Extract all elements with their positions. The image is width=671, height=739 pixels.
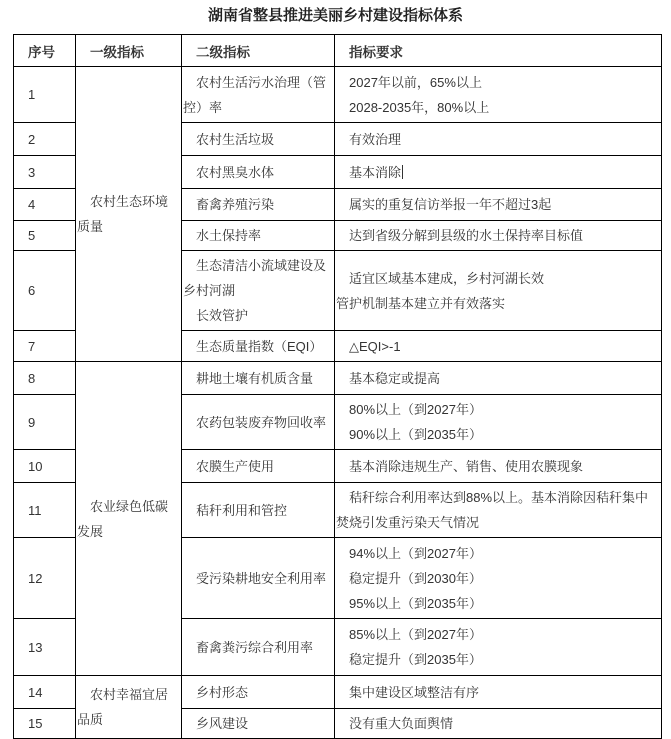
indicator-cell: 生态质量指数（EQI） [182, 331, 335, 362]
requirement-line: 适宜区域基本建成，乡村河湖长效 [349, 270, 545, 286]
indicator-cell: 耕地土壤有机质含量 [182, 362, 335, 395]
requirement-cell [335, 331, 662, 362]
serial-cell: 8 [14, 362, 76, 395]
indicator-table [13, 34, 662, 739]
indicator-cell: 水土保持率 [182, 221, 335, 251]
requirement-cell [335, 395, 662, 450]
requirement-cell [335, 189, 662, 221]
indicator-cell: 农药包装废弃物回收率 [182, 395, 335, 450]
serial-cell: 10 [14, 450, 76, 483]
serial-cell: 15 [14, 709, 76, 739]
indicator-cell: 农村黑臭水体 [182, 156, 335, 189]
requirement-line: 基本稳定或提高 [349, 370, 441, 386]
serial-cell: 9 [14, 395, 76, 450]
serial-cell: 11 [14, 483, 76, 538]
group-cell-green-lowcarbon-agriculture: 农业绿色低碳发展 [76, 362, 182, 676]
indicator-cell: 乡村形态 [182, 676, 335, 709]
requirement-cell [335, 483, 662, 538]
requirement-cell [335, 676, 662, 709]
requirement-line: 有效治理 [349, 131, 402, 147]
requirement-line: 达到省级分解到县级的水土保持率目标值 [349, 228, 584, 243]
indicator-cell: 受污染耕地安全利用率 [182, 538, 335, 619]
requirement-cell [335, 156, 662, 189]
indicator-cell: 乡风建设 [182, 709, 335, 739]
serial-cell: 1 [14, 67, 76, 123]
col-header-serial: 序号 [14, 35, 76, 67]
requirement-line: 80%以上（到2027年） [349, 402, 482, 417]
indicator-cell: 农膜生产使用 [182, 450, 335, 483]
indicator-cell: 农村生活污水治理（管控）率 [182, 67, 335, 123]
requirement-cell [335, 450, 662, 483]
requirement-line: 属实的重复信访举报一年不超过3起 [349, 197, 552, 212]
serial-cell: 6 [14, 251, 76, 331]
group-cell-rural-happy-livable: 农村幸福宜居品质 [76, 676, 182, 739]
group-cell-rural-eco-environment: 农村生态环境质量 [76, 67, 182, 362]
text-caret [402, 165, 403, 179]
col-header-level1: 一级指标 [76, 35, 182, 67]
serial-cell: 12 [14, 538, 76, 619]
requirement-line: 集中建设区域整洁有序 [349, 684, 480, 700]
col-header-requirement: 指标要求 [335, 35, 662, 67]
indicator-cell: 畜禽养殖污染 [182, 189, 335, 221]
serial-cell: 14 [14, 676, 76, 709]
page-title: 湖南省整县推进美丽乡村建设指标体系 [207, 7, 463, 24]
requirement-line: 管护机制基本建立并有效落实 [336, 295, 506, 311]
indicator-cell: 畜禽粪污综合利用率 [182, 619, 335, 676]
requirement-cell [335, 538, 662, 619]
requirement-line: 没有重大负面舆情 [349, 716, 454, 731]
header-row [14, 35, 662, 67]
serial-cell: 13 [14, 619, 76, 676]
requirement-cell [335, 251, 662, 331]
requirement-cell [335, 123, 662, 156]
table-row [14, 67, 662, 123]
requirement-line: 94%以上（到2027年） [349, 545, 482, 561]
requirement-line: △EQI>-1 [349, 338, 401, 354]
requirement-line: 90%以上（到2035年） [349, 427, 482, 442]
serial-cell: 3 [14, 156, 76, 189]
table-row [14, 362, 662, 395]
requirement-line: 稳定提升（到2035年） [349, 652, 482, 667]
col-header-level2: 二级指标 [182, 35, 335, 67]
indicator-cell: 农村生活垃圾 [182, 123, 335, 156]
serial-cell: 5 [14, 221, 76, 251]
requirement-line: 95%以上（到2035年） [349, 595, 482, 611]
requirement-cell [335, 619, 662, 676]
requirement-line: 2028-2035年，80%以上 [349, 99, 490, 115]
requirement-text: 基本消除 [349, 164, 402, 180]
requirement-cell [335, 221, 662, 251]
requirement-cell [335, 709, 662, 739]
serial-cell: 7 [14, 331, 76, 362]
requirement-line: 稳定提升（到2030年） [349, 570, 482, 586]
indicator-cell: 秸秆利用和管控 [182, 483, 335, 538]
indicator-cell: 生态清洁小流域建设及乡村河湖 长效管护 [182, 251, 335, 331]
table-row [14, 676, 662, 709]
requirement-cell [335, 362, 662, 395]
requirement-cell [335, 67, 662, 123]
requirement-line: 秸秆综合利用率达到88%以上。基本消除因秸秆集中焚烧引发重污染天气情况 [336, 490, 649, 530]
requirement-line: 基本消除违规生产、销售、使用农膜现象 [349, 458, 584, 474]
requirement-line: 85%以上（到2027年） [349, 627, 482, 642]
serial-cell: 4 [14, 189, 76, 221]
requirement-line: 2027年以前，65%以上 [349, 74, 482, 90]
serial-cell: 2 [14, 123, 76, 156]
requirement-line [336, 160, 660, 185]
